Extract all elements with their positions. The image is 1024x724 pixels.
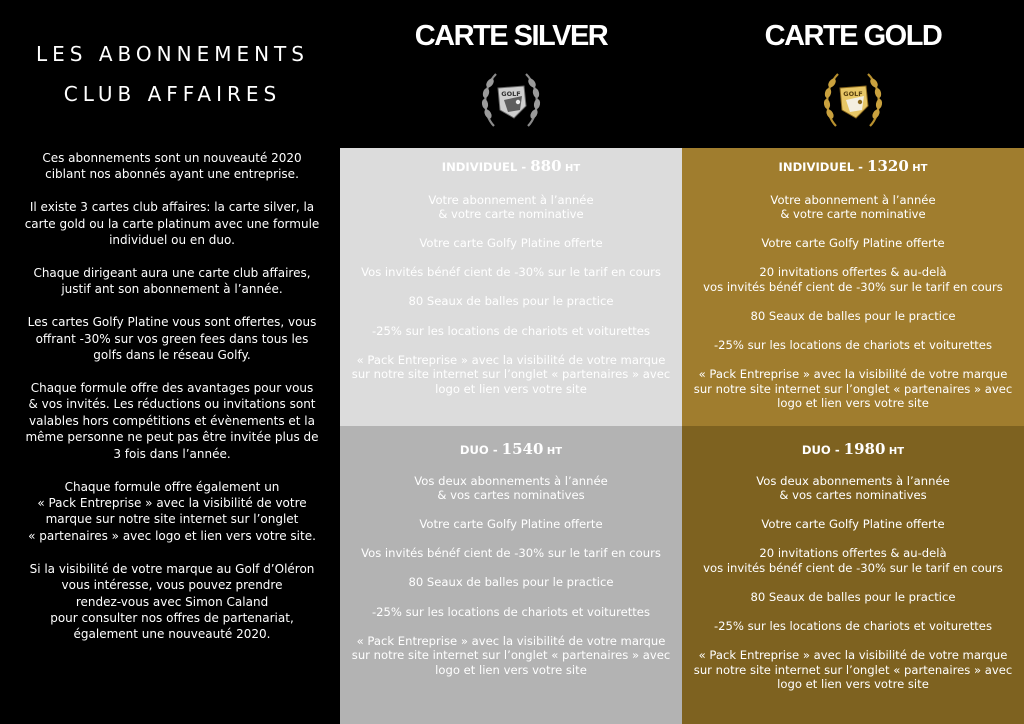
intro-text: [22, 150, 322, 659]
intro-paragraph: Chaque dirigeant aura une carte club affaires, justif ant son abonnement à l’année.: [33, 266, 311, 297]
gold-header: [682, 0, 1024, 148]
intro-paragraph: Ces abonnements sont un nouveauté 2020 ciblant nos abonnés ayant une entreprise.: [42, 151, 302, 182]
title-line-1: LES ABONNEMENTS: [36, 42, 309, 66]
feature-item: Votre carte Golfy Platine offerte: [761, 517, 945, 532]
gold-individuel-title: INDIVIDUEL - 1320 HT: [778, 157, 928, 175]
silver-duo-panel: [340, 426, 682, 724]
silver-individuel-panel: [340, 148, 682, 426]
feature-item: Vos deux abonnements à l’année & vos cartes nominatives: [756, 473, 950, 503]
silver-header: [340, 0, 682, 148]
gold-logo-text: GOLF: [843, 90, 863, 98]
price: 1540: [501, 440, 544, 458]
gold-duo-panel: [682, 426, 1024, 724]
feature-item: 80 Seaux de balles pour le practice: [408, 294, 614, 309]
intro-paragraph: Chaque formule offre également un « Pack Entreprise » avec la visibilité de votre marque sur notre site internet sur l’onglet « partenaires » avec logo et lien vers votre site.: [28, 479, 316, 543]
feature-item: « Pack Entreprise » avec la visibilité de votre marque sur notre site internet sur l’onglet « partenaires » avec logo et lien vers votre site: [351, 352, 671, 396]
feature-item: « Pack Entreprise » avec la visibilité de votre marque sur notre site internet sur l’onglet « partenaires » avec logo et lien vers votre site: [693, 648, 1013, 692]
page-title: [0, 34, 345, 114]
feature-item: -25% sur les locations de chariots et voiturettes: [714, 619, 992, 634]
feature-item: -25% sur les locations de chariots et voiturettes: [714, 338, 992, 353]
feature-item: Vos deux abonnements à l’année & vos cartes nominatives: [414, 473, 608, 503]
silver-individuel-title: INDIVIDUEL - 880 HT: [441, 157, 581, 175]
feature-item: Vos invités bénéf cient de -30% sur le tarif en cours: [361, 265, 661, 280]
feature-item: « Pack Entreprise » avec la visibilité de votre marque sur notre site internet sur l’onglet « partenaires » avec logo et lien vers votre site: [351, 633, 671, 677]
feature-item: Votre carte Golfy Platine offerte: [419, 236, 603, 251]
price: 1980: [843, 440, 886, 458]
gold-title: CARTE GOLD: [764, 20, 942, 52]
feature-item: « Pack Entreprise » avec la visibilité de votre marque sur notre site internet sur l’onglet « partenaires » avec logo et lien vers votre site: [693, 367, 1013, 411]
silver-title: CARTE SILVER: [414, 20, 608, 52]
golf-gold-logo-icon: [820, 66, 886, 134]
price: 880: [530, 157, 562, 175]
feature-item: Votre carte Golfy Platine offerte: [419, 517, 603, 532]
intro-paragraph: Les cartes Golfy Platine vous sont offertes, vous offrant -30% sur vos green fees dans tous les golfs dans le réseau Golfy.: [27, 315, 317, 363]
intro-paragraph: Il existe 3 cartes club affaires: la carte silver, la carte gold ou la carte platinum avec une formule individuel ou en duo.: [24, 200, 320, 248]
feature-item: -25% sur les locations de chariots et voiturettes: [372, 323, 650, 338]
feature-item: 20 invitations offertes & au-delà vos invités bénéf cient de -30% sur le tarif en cours: [703, 546, 1003, 575]
golf-silver-logo-icon: [478, 66, 544, 134]
feature-item: 80 Seaux de balles pour le practice: [408, 575, 614, 590]
gold-duo-title: DUO - 1980 HT: [801, 440, 905, 458]
silver-logo-text: GOLF: [501, 90, 521, 98]
price: 1320: [867, 157, 909, 175]
silver-duo-title: DUO - 1540 HT: [459, 440, 563, 458]
feature-item: Vos invités bénéf cient de -30% sur le tarif en cours: [361, 546, 661, 561]
intro-paragraph: Si la visibilité de votre marque au Golf d’Oléron vous intéresse, vous pouvez prendre rendez-vous avec Simon Caland pour consulter nos offres de partenariat, également une nouveauté 2020.: [29, 561, 315, 642]
title-line-2: CLUB AFFAIRES: [63, 82, 282, 106]
intro-paragraph: Chaque formule offre des avantages pour vous & vos invités. Les réductions ou invitations sont valables hors compétitions et évènements et la même personne ne peut pas être invitée plus de 3 fois dans l’année.: [25, 381, 319, 461]
feature-item: 80 Seaux de balles pour le practice: [750, 309, 956, 324]
feature-item: Votre carte Golfy Platine offerte: [761, 236, 945, 251]
gold-individuel-panel: [682, 148, 1024, 426]
intro-column: [0, 0, 340, 724]
feature-item: -25% sur les locations de chariots et voiturettes: [372, 604, 650, 619]
feature-item: Votre abonnement à l’année & votre carte nominative: [770, 192, 936, 222]
feature-item: 20 invitations offertes & au-delà vos invités bénéf cient de -30% sur le tarif en cours: [703, 265, 1003, 294]
feature-item: Votre abonnement à l’année & votre carte nominative: [428, 192, 594, 222]
feature-item: 80 Seaux de balles pour le practice: [750, 590, 956, 605]
